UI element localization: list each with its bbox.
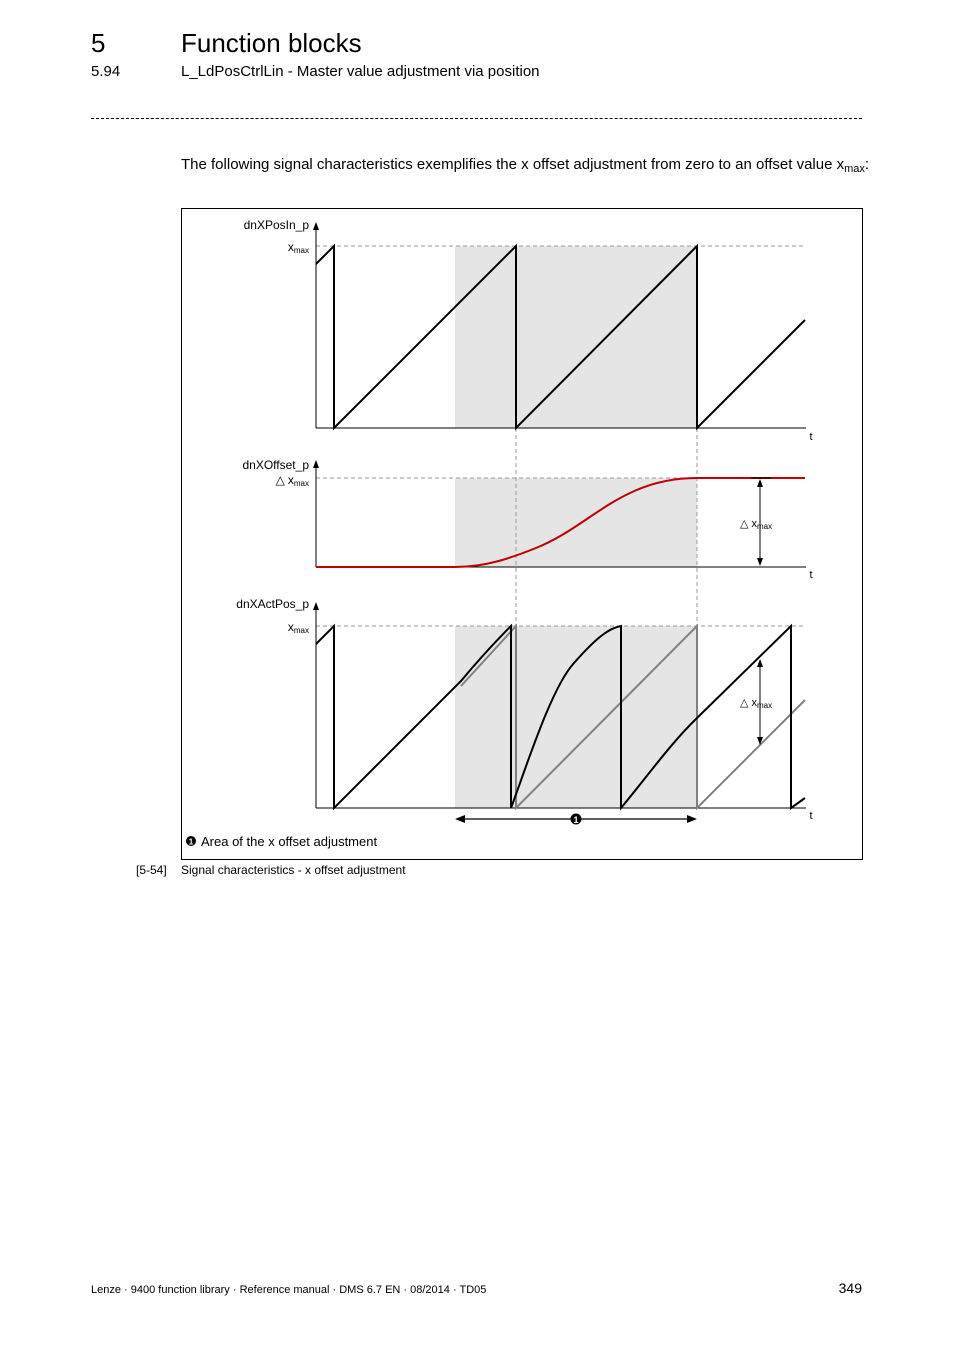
panel3-delta-label: △ xmax (740, 697, 773, 710)
header-divider (91, 118, 862, 119)
legend-text: Area of the x offset adjustment (201, 834, 378, 849)
panel3-level-label: xmax (287, 620, 309, 635)
panel2-level-label: △ xmax (275, 473, 309, 488)
signal-figure (181, 208, 863, 860)
shaded-area-offset (455, 478, 697, 567)
panel1-signal-label: dnXPosIn_p (243, 218, 309, 232)
intro-tail: : (864, 156, 870, 173)
chapter-title: Function blocks (181, 28, 362, 58)
figure-number: [5-54] (136, 863, 167, 877)
intro-text: The following signal characteristics exemplifies the x offset adjustment from zero to an offset value x (181, 156, 845, 173)
adjustment-marker: 1 (573, 815, 579, 825)
panel1-level-label: xmax (287, 240, 309, 255)
panel2-signal-label: dnXOffset_p (242, 458, 309, 472)
legend-marker-digit: 1 (188, 837, 194, 847)
section-title: L_LdPosCtrlLin - Master value adjustment via position (181, 63, 540, 80)
figure-caption: Signal characteristics - x offset adjustment (181, 863, 406, 877)
signal-diagram (181, 208, 863, 860)
chapter-number: 5 (91, 28, 106, 58)
panel2-t-label: t (809, 569, 813, 581)
shaded-area-posin (455, 246, 697, 428)
intro-subscript: max (844, 163, 865, 175)
intro-paragraph (181, 154, 871, 175)
page-number: 349 (838, 1280, 862, 1296)
panel1-t-label: t (809, 431, 813, 443)
section-number: 5.94 (91, 63, 121, 80)
footer-text: Lenze · 9400 function library · Reference manual · DMS 6.7 EN · 08/2014 · TD05 (91, 1284, 487, 1296)
panel2-delta-label: △ xmax (740, 518, 773, 531)
panel3-t-label: t (809, 810, 813, 822)
panel3-signal-label: dnXActPos_p (236, 597, 309, 611)
